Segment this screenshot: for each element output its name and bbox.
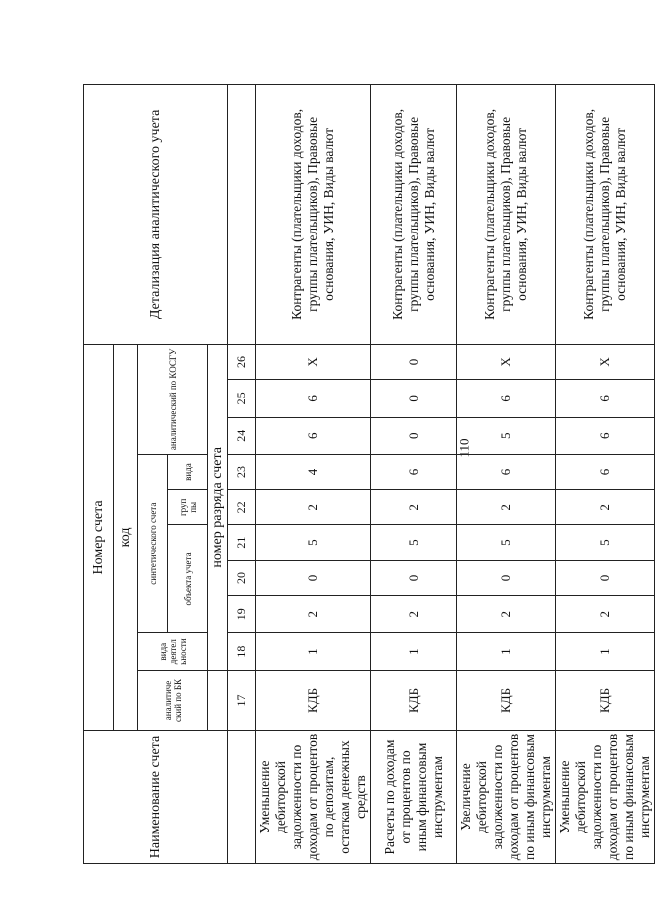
code-cell: X — [457, 344, 556, 379]
code-cell: 0 — [256, 560, 371, 595]
code-cell: 6 — [556, 454, 655, 489]
header-kind: вида — [168, 454, 208, 489]
code-cell: 4 — [256, 454, 371, 489]
table-row — [457, 85, 556, 864]
code-cell: 1 — [556, 633, 655, 670]
code-cell: 5 — [556, 525, 655, 560]
code-cell: 0 — [556, 560, 655, 595]
detail-cell: Контрагенты (плательщики доходов, группы плательщиков), Правовые основания, УИН, Виды валют — [371, 85, 457, 345]
column-number-cell: 22 — [228, 490, 256, 525]
code-cell: 6 — [256, 380, 371, 417]
header-name: Наименование счета — [84, 731, 228, 864]
column-number-cell: 24 — [228, 417, 256, 454]
table-row — [371, 85, 457, 864]
table-row — [556, 85, 655, 864]
code-cell: 2 — [556, 596, 655, 633]
header-digit-number: номер разряда счета — [208, 344, 228, 670]
code-cell: 1 — [457, 633, 556, 670]
code-cell: 6 — [457, 454, 556, 489]
code-cell: 2 — [556, 490, 655, 525]
code-cell: 6 — [556, 380, 655, 417]
code-cell: КДБ — [556, 670, 655, 730]
code-cell: 0 — [457, 560, 556, 595]
code-cell: 2 — [371, 490, 457, 525]
detail-cell: Контрагенты (плательщики доходов, группы плательщиков), Правовые основания, УИН, Виды валют — [457, 85, 556, 345]
code-cell: 5 — [457, 525, 556, 560]
detail-cell: Контрагенты (плательщики доходов, группы плательщиков), Правовые основания, УИН, Виды валют — [556, 85, 655, 345]
account-name-cell: Уменьшение дебиторской задолженности по доходам от процентов по депозитам, остаткам денежных средств — [256, 731, 371, 864]
code-cell: 2 — [457, 596, 556, 633]
code-cell: 6 — [371, 454, 457, 489]
header-analytical-kosgu: аналитический по КОСГУ — [138, 344, 208, 454]
code-cell: 2 — [256, 490, 371, 525]
code-cell: 5 — [256, 525, 371, 560]
column-number-cell: 17 — [228, 670, 256, 730]
code-cell: 0 — [371, 344, 457, 379]
page-number: 110 — [456, 438, 472, 458]
code-cell: КДБ — [371, 670, 457, 730]
column-number-cell: 26 — [228, 344, 256, 379]
code-cell: КДБ — [256, 670, 371, 730]
account-name-cell: Расчеты по доходам от процентов по иным финансовым инструментам — [371, 731, 457, 864]
column-number-cell: 18 — [228, 633, 256, 670]
code-cell: 2 — [371, 596, 457, 633]
accounts-table-sheet — [83, 84, 652, 864]
header-accounting-object: объекта учета — [168, 525, 208, 633]
header-synthetic: синтетического счета — [138, 454, 168, 633]
header-analytical-bk: аналитиче ский по БК — [138, 670, 208, 730]
code-cell: 0 — [371, 417, 457, 454]
code-cell: 6 — [256, 417, 371, 454]
column-number-cell: 21 — [228, 525, 256, 560]
code-cell: 5 — [371, 525, 457, 560]
code-cell: 6 — [556, 417, 655, 454]
code-cell: 2 — [457, 490, 556, 525]
account-name-cell: Уменьшение дебиторской задолженности по доходам от процентов по иным финансовым инструментам — [556, 731, 655, 864]
detail-cell: Контрагенты (плательщики доходов, группы плательщиков), Правовые основания, УИН, Виды валют — [256, 85, 371, 345]
code-cell: 1 — [371, 633, 457, 670]
code-cell: 2 — [256, 596, 371, 633]
header-activity-type: вида деятел ьности — [138, 633, 208, 670]
header-group: груп пы — [168, 490, 208, 525]
code-cell: 0 — [371, 560, 457, 595]
accounts-table — [83, 84, 655, 864]
header-account-number: Номер счета — [84, 344, 114, 730]
column-number-cell: 19 — [228, 596, 256, 633]
column-number-cell: 20 — [228, 560, 256, 595]
code-cell: 5 — [457, 417, 556, 454]
column-number-cell: 23 — [228, 454, 256, 489]
table-row — [256, 85, 371, 864]
code-cell: КДБ — [457, 670, 556, 730]
account-name-cell: Увеличение дебиторской задолженности по доходам от процентов по иным финансовым инструментам — [457, 731, 556, 864]
column-numbers-row — [228, 85, 256, 864]
header-code: код — [114, 344, 138, 730]
column-number-cell: 25 — [228, 380, 256, 417]
header-detail: Детализация аналитического учета — [84, 85, 228, 345]
code-cell: X — [256, 344, 371, 379]
code-cell: 6 — [457, 380, 556, 417]
code-cell: X — [556, 344, 655, 379]
code-cell: 0 — [371, 380, 457, 417]
code-cell: 1 — [256, 633, 371, 670]
